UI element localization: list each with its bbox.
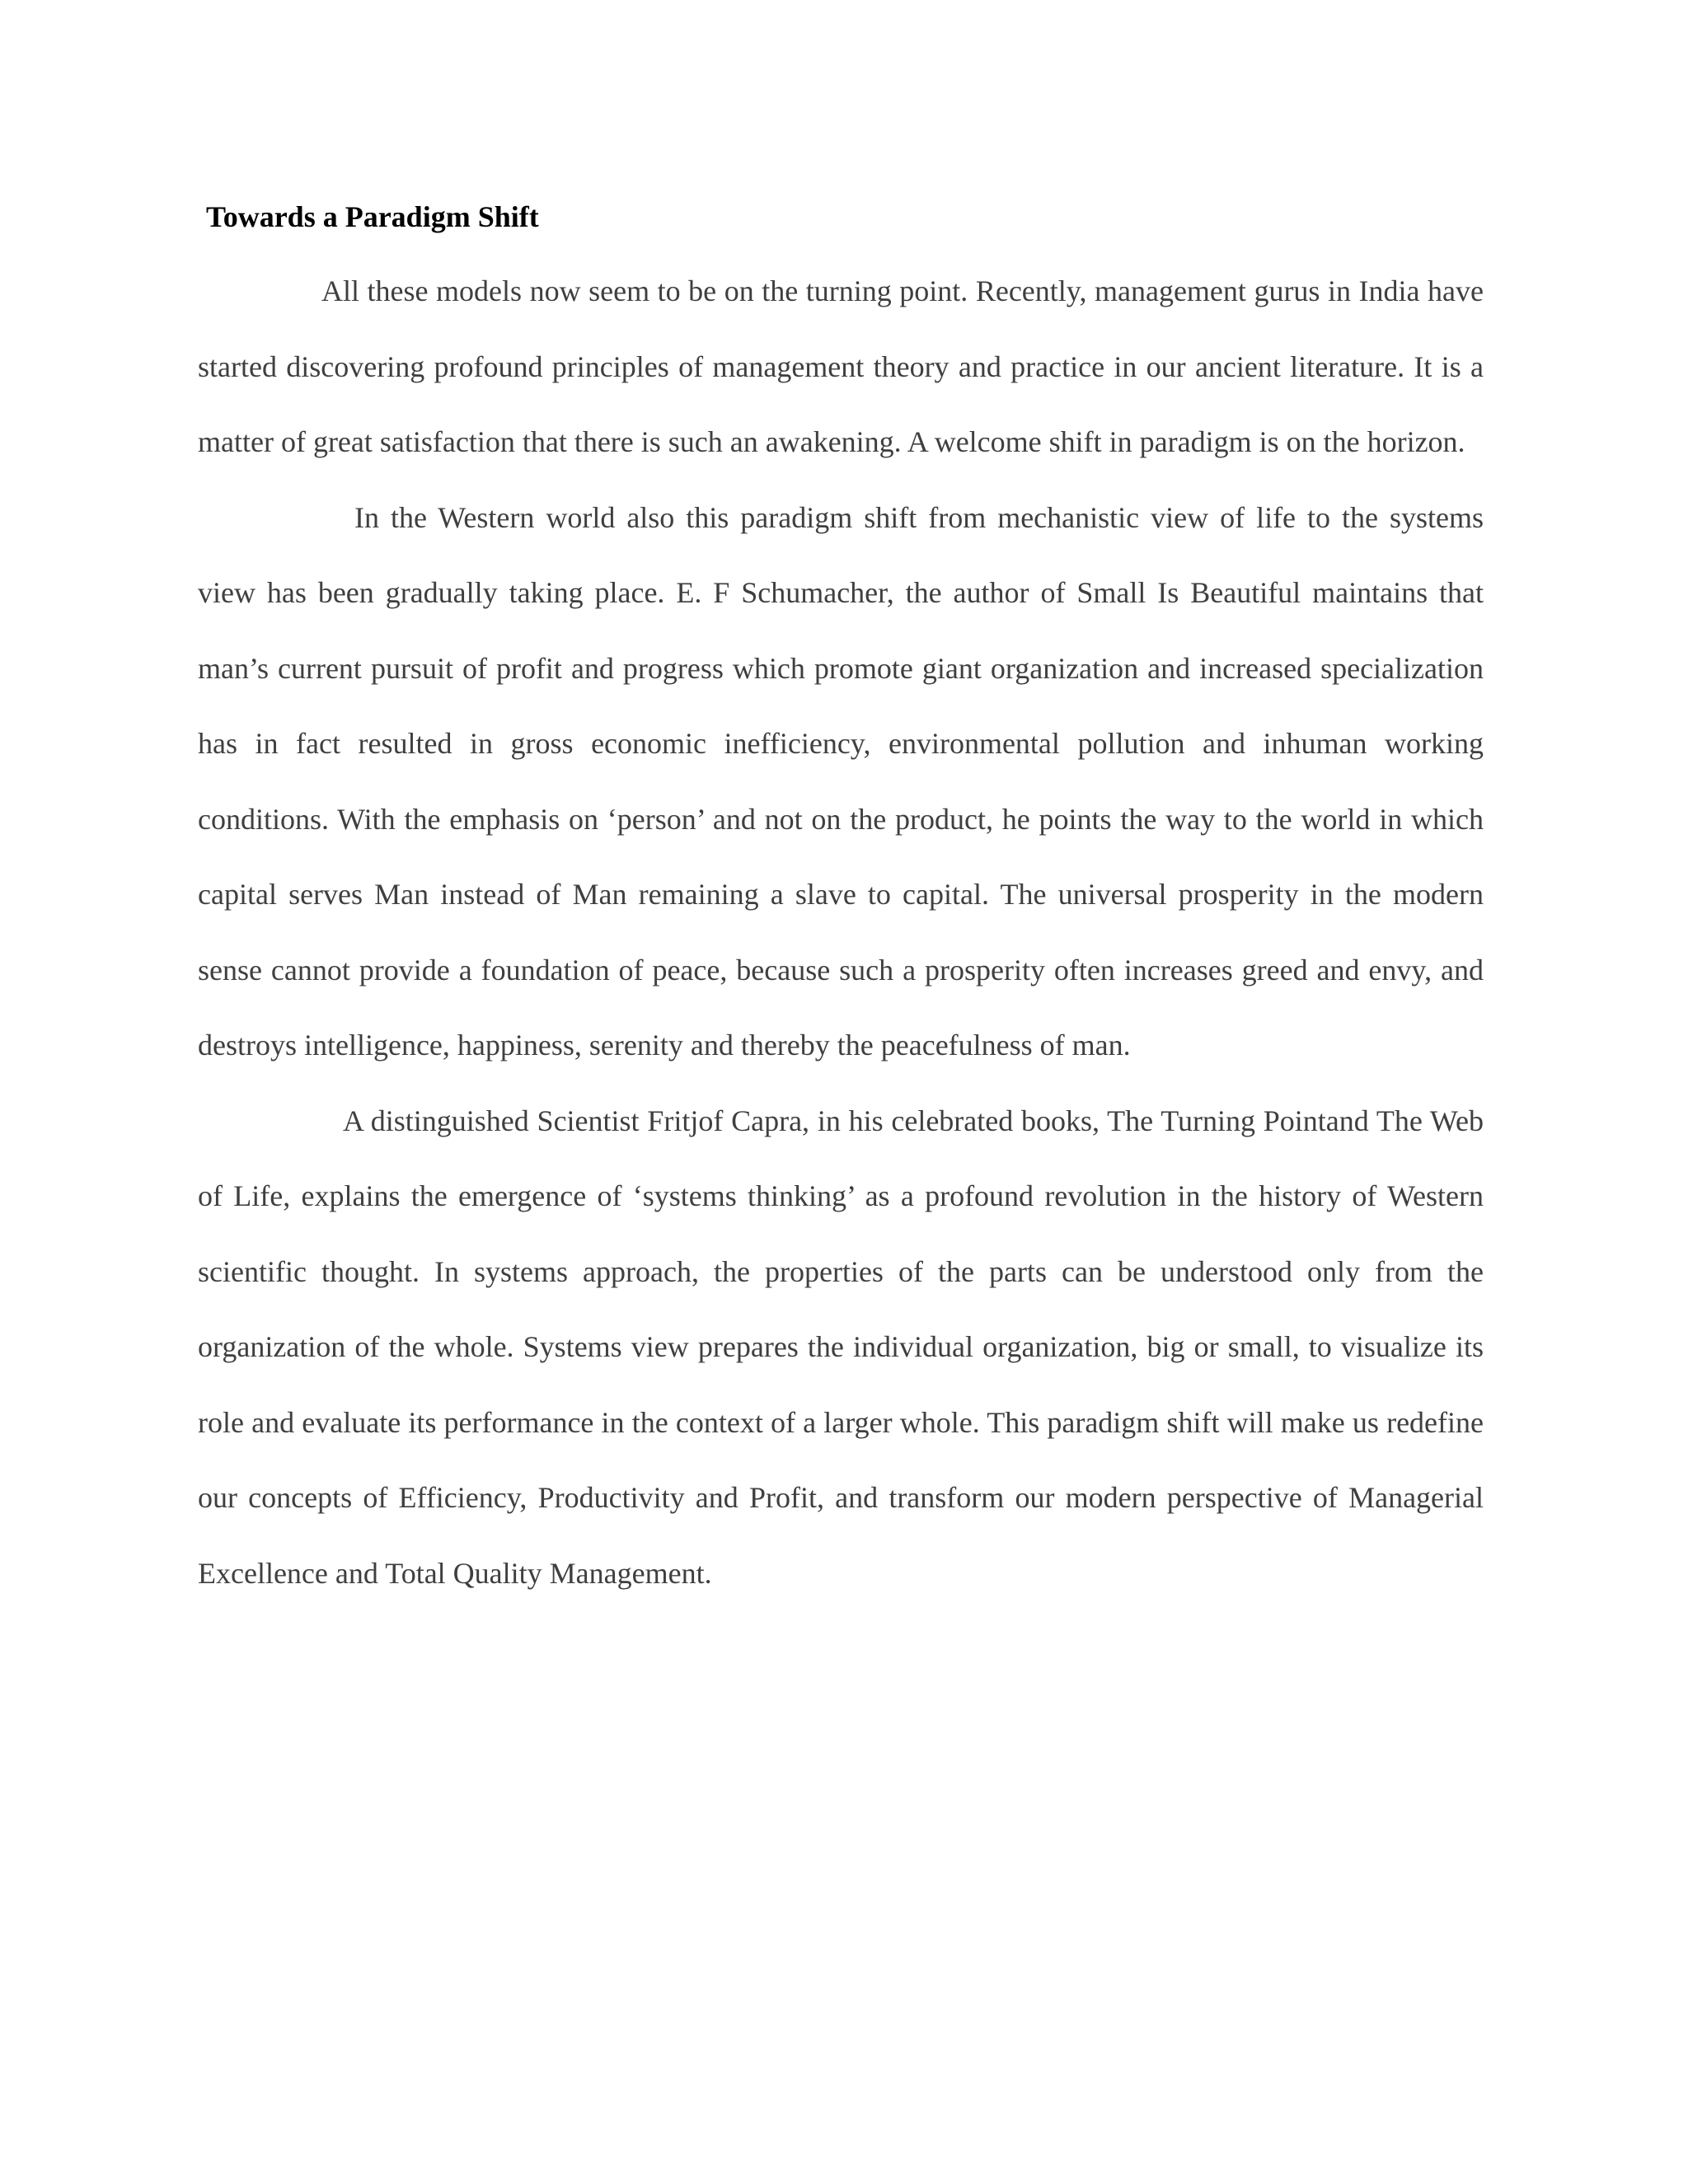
paragraph-systems-thinking: A distinguished Scientist Fritjof Capra, in his celebrated books, The Turning Pointand The Web of Life, explains the emergence of ‘systems thinking’ as a profound revolution in the history of Western scientific thought. In systems approach, the properties of the parts can be understood only from the organization of the whole. Systems view prepares the individual organization, big or small, to visualize its role and evaluate its performance in the context of a larger whole. This paradigm shift will make us redefine our concepts of Efficiency, Productivity and Profit, and transform our modern perspective of Managerial Excellence and Total Quality Management. [198, 1104, 1484, 1590]
document-body [198, 188, 1484, 1611]
section-heading: Towards a Paradigm Shift [206, 200, 539, 233]
paragraph-turning-point: All these models now seem to be on the turning point. Recently, management gurus in India have started discovering profound principles of management theory and practice in our ancient literature. It is a matter of great satisfaction that there is such an awakening. A welcome shift in paradigm is on the horizon. [198, 274, 1484, 458]
paragraph-western-world: In the Western world also this paradigm shift from mechanistic view of life to the systems view has been gradually taking place. E. F Schumacher, the author of Small Is Beautiful maintains that man’s current pursuit of profit and progress which promote giant organization and increased specialization has in fact resulted in gross economic inefficiency, environmental pollution and inhuman working conditions. With the emphasis on ‘person’ and not on the product, he points the way to the world in which capital serves Man instead of Man remaining a slave to capital. The universal prosperity in the modern sense cannot provide a foundation of peace, because such a prosperity often increases greed and envy, and destroys intelligence, happiness, serenity and thereby the peacefulness of man. [198, 500, 1484, 1062]
